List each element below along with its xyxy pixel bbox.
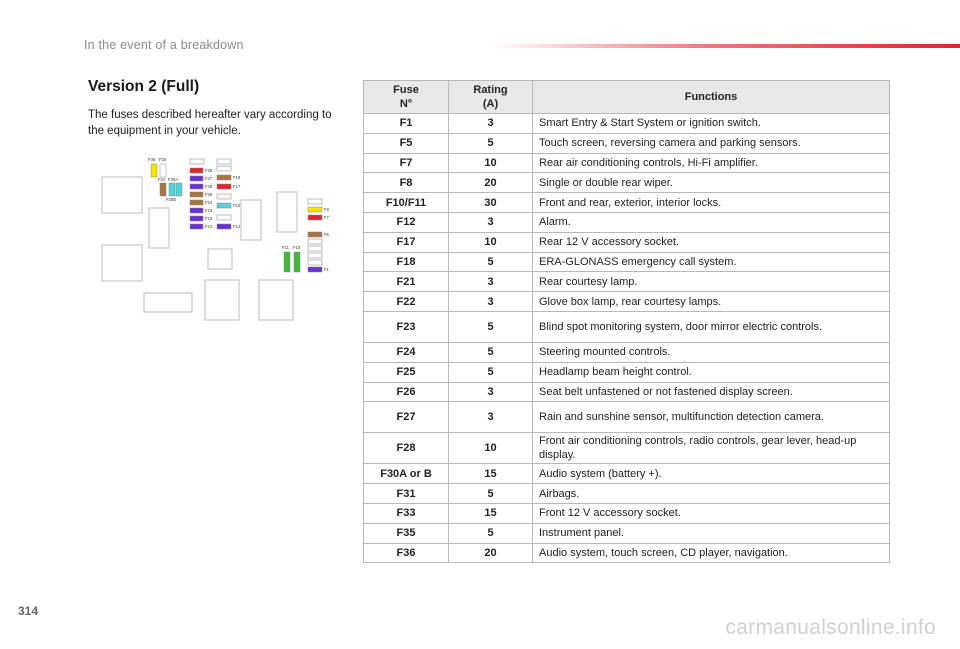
- fuse-function: Front air conditioning controls, radio controls, gear lever, head-up display.: [533, 433, 890, 464]
- fuse-function: Front and rear, exterior, interior locks.: [533, 193, 890, 213]
- table-row: [364, 311, 890, 342]
- fuse-function: Steering mounted controls.: [533, 342, 890, 362]
- diagram-label: F31: [158, 177, 166, 182]
- fuse-function: Seat belt unfastened or not fastened display screen.: [533, 382, 890, 402]
- table-row: [364, 503, 890, 523]
- fuse-number: F10/F11: [364, 193, 449, 213]
- fuse-number: F1: [364, 114, 449, 134]
- fuse-rating: 30: [449, 193, 533, 213]
- fuse-rating: 3: [449, 402, 533, 433]
- relay-block: [102, 245, 142, 281]
- fuse-function: Headlamp beam height control.: [533, 362, 890, 382]
- fuse-number: F36: [364, 543, 449, 563]
- diagram-label: F30B: [166, 197, 177, 202]
- fuse-f30a: [169, 183, 175, 196]
- diagram-label: F23: [205, 208, 213, 213]
- fuse-rating: 5: [449, 252, 533, 272]
- fuse-number: F27: [364, 402, 449, 433]
- intro-text: The fuses described hereafter vary according to the equipment in your vehicle.: [88, 109, 332, 137]
- fuse-number: F18: [364, 252, 449, 272]
- table-row: [364, 484, 890, 504]
- table-row: [364, 543, 890, 563]
- diagram-label: F11: [282, 245, 289, 250]
- fuse-function: Smart Entry & Start System or ignition switch.: [533, 114, 890, 134]
- relay-block: [149, 208, 169, 248]
- relay-block: [102, 177, 142, 213]
- diagram-label: F22: [205, 216, 213, 221]
- fuse-number: F8: [364, 173, 449, 193]
- table-row: [364, 342, 890, 362]
- diagram-label: F36: [148, 157, 156, 162]
- section-header: In the event of a breakdown: [84, 38, 244, 52]
- diagram-label: F8: [324, 207, 329, 212]
- fuse-function: Rear 12 V accessory socket.: [533, 232, 890, 252]
- fuse-rating: 3: [449, 382, 533, 402]
- diagram-label: F25: [205, 192, 213, 197]
- fuse-rating: 5: [449, 311, 533, 342]
- fuse-rating: 10: [449, 232, 533, 252]
- fuse-number: F30A or B: [364, 464, 449, 484]
- header-accent-bar: [490, 44, 960, 48]
- fuse-rating: 5: [449, 484, 533, 504]
- diagram-label: F28: [205, 168, 213, 173]
- fuse-function: Blind spot monitoring system, door mirror electric controls.: [533, 311, 890, 342]
- fuse-number: F25: [364, 362, 449, 382]
- watermark: carmanualsonline.info: [725, 616, 936, 639]
- table-row: [364, 382, 890, 402]
- page-number: 314: [18, 604, 39, 618]
- fuse-function: Rear courtesy lamp.: [533, 272, 890, 292]
- table-row: [364, 362, 890, 382]
- table-row: [364, 272, 890, 292]
- fuse-function: Rear air conditioning controls, Hi-Fi amplifier.: [533, 153, 890, 173]
- fuse-rating: 3: [449, 292, 533, 312]
- table-row: [364, 232, 890, 252]
- fuse-rating: 10: [449, 433, 533, 464]
- table-row: [364, 464, 890, 484]
- fuse-number: F35: [364, 523, 449, 543]
- fuse-number: F12: [364, 212, 449, 232]
- table-row: [364, 252, 890, 272]
- diagram-label: F17: [233, 184, 241, 189]
- fuse-function: Audio system (battery +).: [533, 464, 890, 484]
- fuse-number: F21: [364, 272, 449, 292]
- fuse-rating: 20: [449, 173, 533, 193]
- fuse-function: Rain and sunshine sensor, multifunction detection camera.: [533, 402, 890, 433]
- fuse-function: Front 12 V accessory socket.: [533, 503, 890, 523]
- diagram-label: F26: [205, 184, 213, 189]
- table-row: [364, 212, 890, 232]
- column-header-rating: Rating (A): [449, 81, 533, 114]
- table-row: [364, 153, 890, 173]
- fuse-f36: [151, 164, 157, 177]
- table-row: [364, 523, 890, 543]
- relay-block: [277, 192, 297, 232]
- fuse-rating: 20: [449, 543, 533, 563]
- table-row: [364, 133, 890, 153]
- diagram-label: F5: [324, 232, 329, 237]
- fuse-function: Glove box lamp, rear courtesy lamps.: [533, 292, 890, 312]
- fuse-table: [363, 80, 890, 563]
- fuse-number: F17: [364, 232, 449, 252]
- diagram-label: F12: [233, 224, 241, 229]
- relay-block: [144, 293, 192, 312]
- diagram-label: F35: [159, 157, 167, 162]
- fuse-number: F26: [364, 382, 449, 402]
- fuse-number: F22: [364, 292, 449, 312]
- fuse-number: F5: [364, 133, 449, 153]
- fuse-function: ERA-GLONASS emergency call system.: [533, 252, 890, 272]
- fuse-number: F31: [364, 484, 449, 504]
- section-title: Version 2 (Full): [88, 78, 200, 95]
- fuse-rating: 10: [449, 153, 533, 173]
- diagram-label: F1: [324, 267, 329, 272]
- fuse-number: F7: [364, 153, 449, 173]
- table-row: [364, 292, 890, 312]
- relay-block: [241, 200, 261, 240]
- fuse-function: Instrument panel.: [533, 523, 890, 543]
- diagram-label: F27: [205, 176, 213, 181]
- fuse-function: Alarm.: [533, 212, 890, 232]
- fuse-function: Single or double rear wiper.: [533, 173, 890, 193]
- fuse-rating: 3: [449, 212, 533, 232]
- table-row: [364, 114, 890, 134]
- column-header-fuse: Fuse N°: [364, 81, 449, 114]
- diagram-label: F24: [205, 200, 213, 205]
- diagram-label: F18: [233, 175, 241, 180]
- table-header-row: [364, 81, 890, 114]
- diagram-label: F30A: [168, 177, 179, 182]
- fuse-rating: 5: [449, 362, 533, 382]
- diagram-label: F7: [324, 215, 329, 220]
- fuse-number: F23: [364, 311, 449, 342]
- fuse-function: Touch screen, reversing camera and parking sensors.: [533, 133, 890, 153]
- diagram-label: F21: [205, 224, 213, 229]
- fuse-number: F28: [364, 433, 449, 464]
- fuse-number: F24: [364, 342, 449, 362]
- fuse-rating: 5: [449, 342, 533, 362]
- table-row: [364, 193, 890, 213]
- diagram-label: F10: [233, 203, 241, 208]
- relay-block: [205, 280, 239, 320]
- fuse-f31: [160, 183, 166, 196]
- fuse-rating: 3: [449, 114, 533, 134]
- fuse-function: Airbags.: [533, 484, 890, 504]
- fuse-number: F33: [364, 503, 449, 523]
- fuse-rating: 5: [449, 523, 533, 543]
- fuse-rating: 15: [449, 464, 533, 484]
- fuse-f35: [160, 164, 166, 177]
- table-row: [364, 402, 890, 433]
- table-row: [364, 433, 890, 464]
- diagram-label: F10: [293, 245, 301, 250]
- fuse-rating: 5: [449, 133, 533, 153]
- fuse-f30b: [176, 183, 182, 196]
- fuse-rating: 3: [449, 272, 533, 292]
- column-header-functions: Functions: [533, 81, 890, 114]
- fuse-box-diagram: [96, 152, 336, 327]
- relay-block: [208, 249, 232, 269]
- fuse-function: Audio system, touch screen, CD player, navigation.: [533, 543, 890, 563]
- table-row: [364, 173, 890, 193]
- relay-block: [259, 280, 293, 320]
- fuse-rating: 15: [449, 503, 533, 523]
